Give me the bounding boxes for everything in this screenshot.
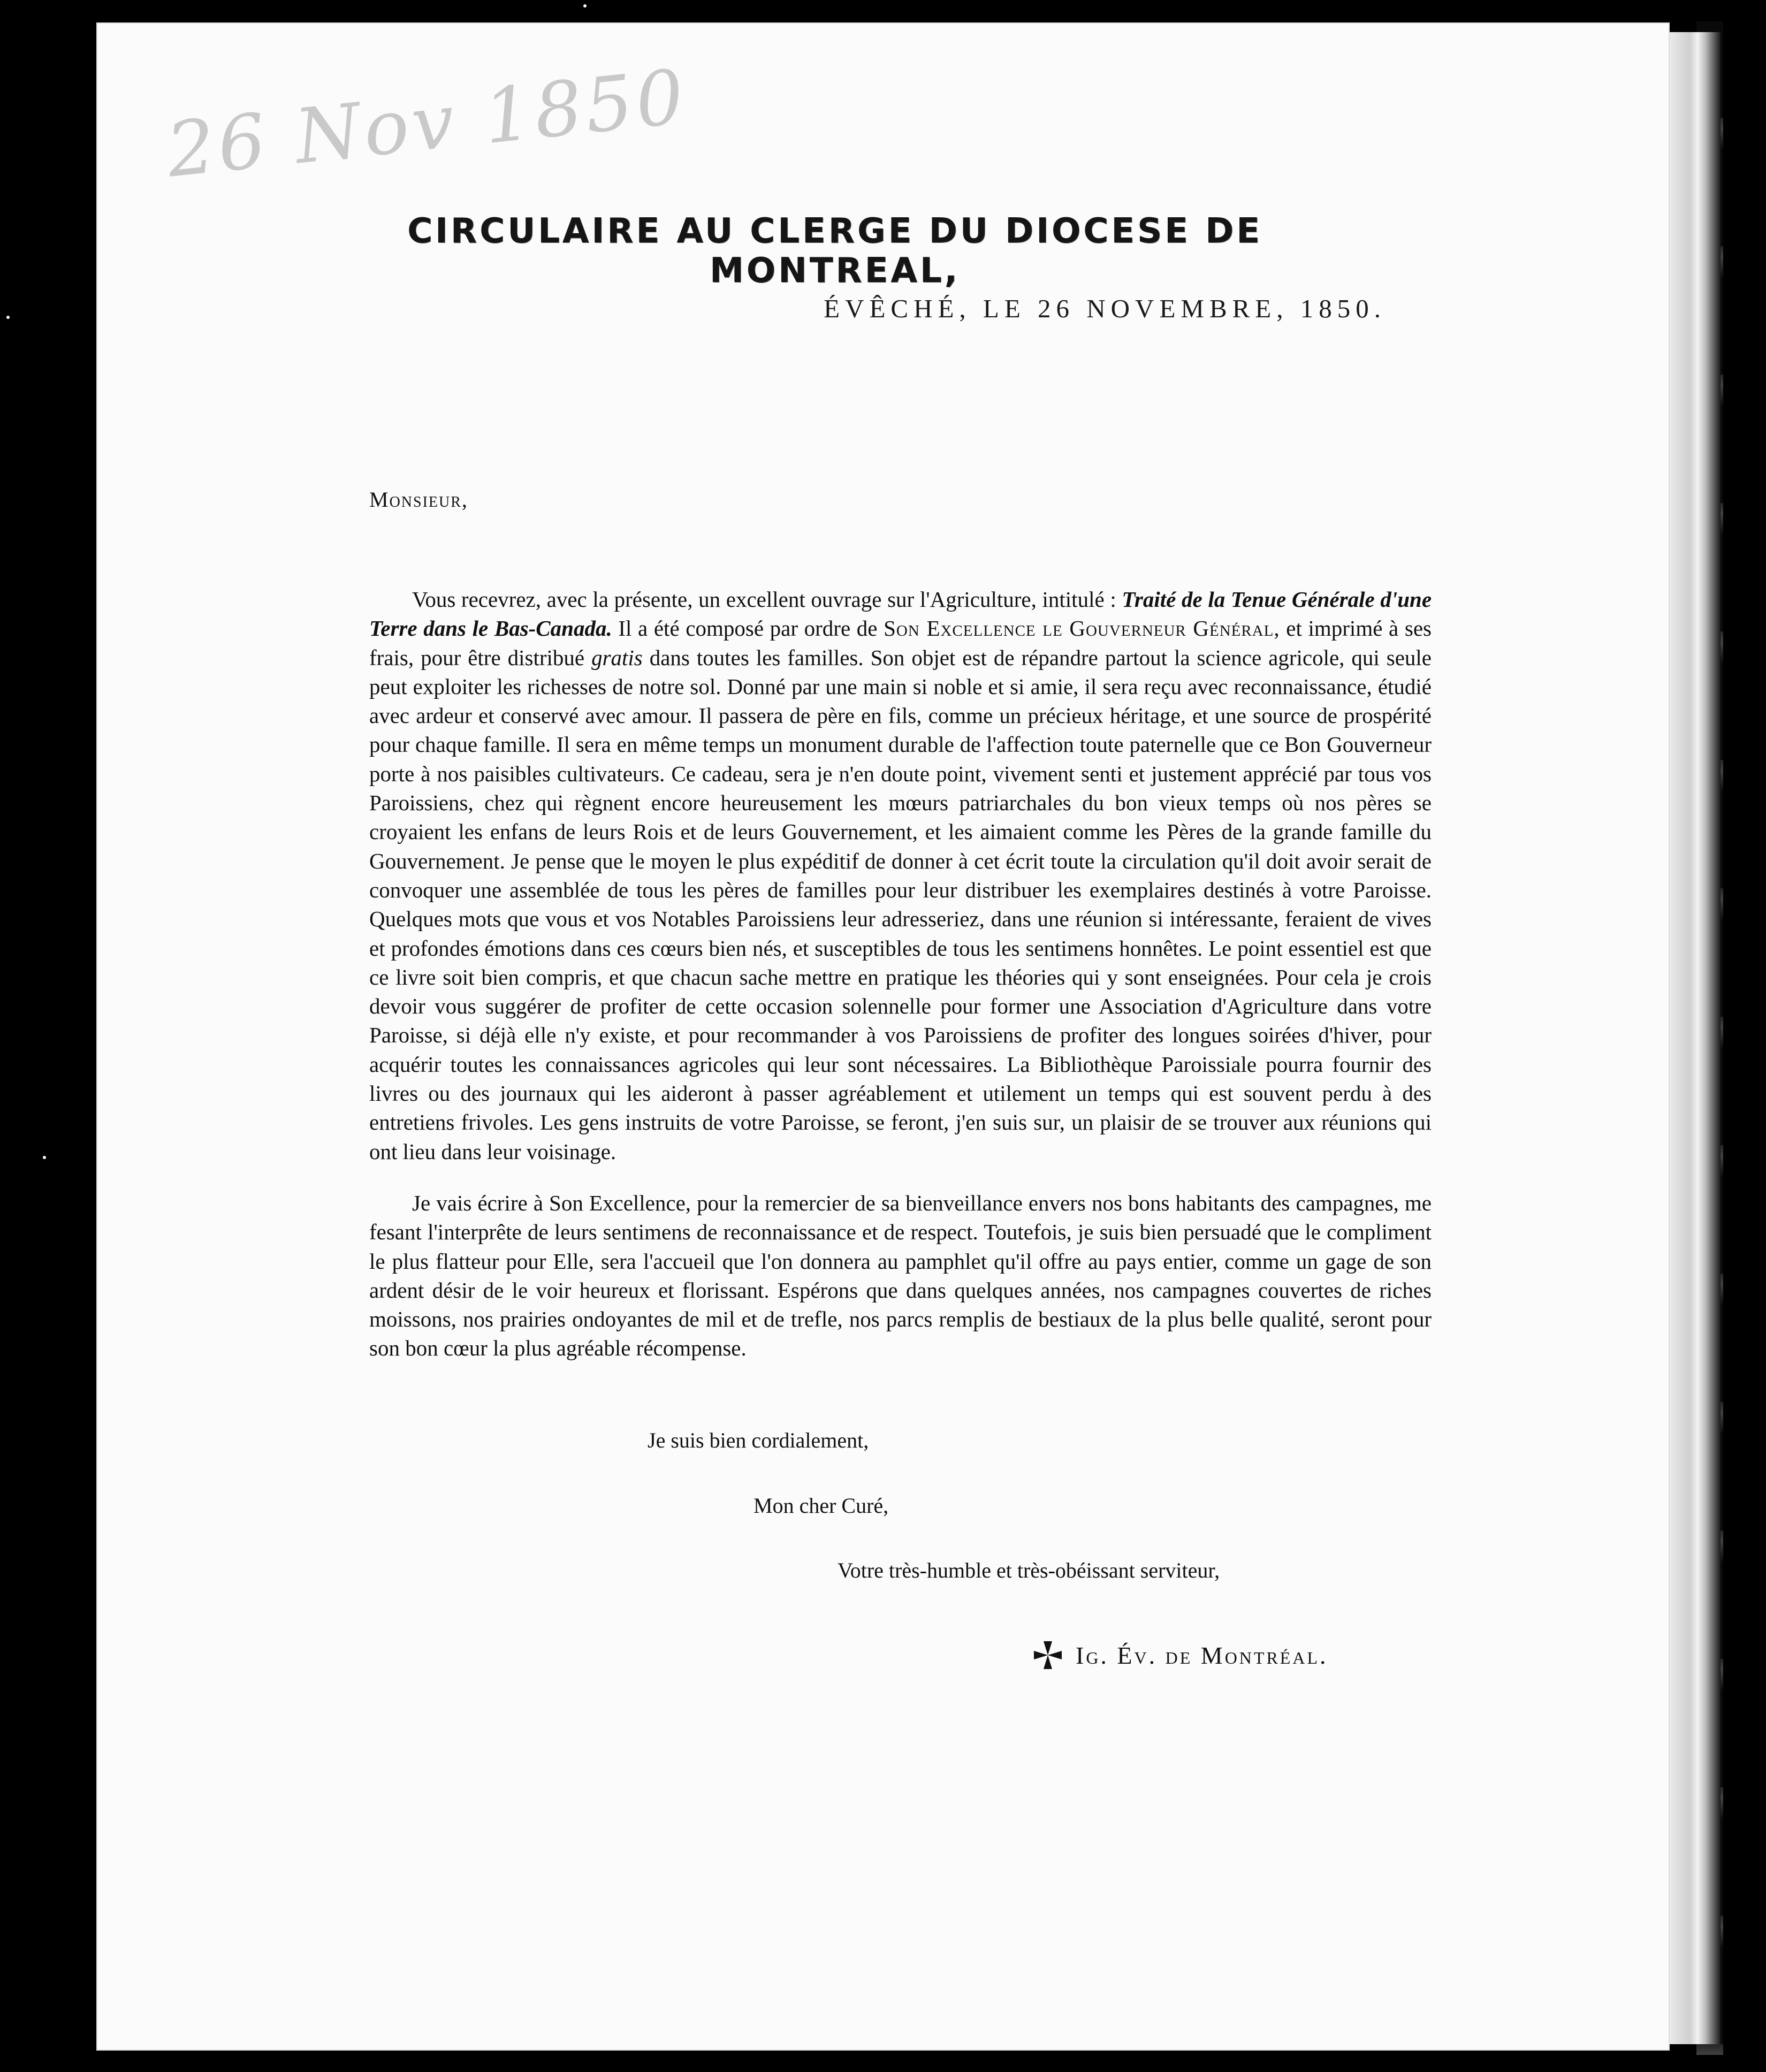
- book-title: Traité de la Tenue Générale d'une Terre dans le Bas-Canada.: [369, 587, 1432, 641]
- closing-line-2: Mon cher Curé,: [753, 1494, 889, 1518]
- dust-speck: [43, 1156, 46, 1159]
- paragraph-1-text: Il a été composé par ordre de: [612, 616, 884, 641]
- closing-line-1: Je suis bien cordialement,: [648, 1428, 869, 1452]
- page-edge-stack: [1670, 32, 1721, 2044]
- dust-speck: [6, 316, 10, 319]
- signature-block: [1033, 1640, 1328, 1670]
- paragraph-1-text: Vous recevrez, avec la présente, un excellent ouvrage sur l'Agriculture, intitulé :: [412, 587, 1122, 612]
- gratis-word: gratis: [591, 645, 643, 670]
- handwritten-date-note: 26 Nov 1850: [163, 53, 691, 195]
- episcopal-cross-icon: [1033, 1640, 1063, 1670]
- signature-text: Ig. Év. de Montréal.: [1076, 1641, 1328, 1669]
- dust-speck: [583, 4, 587, 7]
- paragraph-1: [369, 585, 1432, 1166]
- paragraph-1-text: dans toutes les familles. Son objet est de répandre partout la science agricole, qui seule peut exploiter les richesses de notre sol. Donné par une main si noble et si amie, il sera reçu avec reconnaissance, étudié avec ardeur et conservé avec amour. Il passera de père en fils, comme un précieux héritage, et une source de prospérité pour chaque famille. Il sera en même temps un monument durable de l'affection toute paternelle que ce Bon Gouverneur porte à nos paisibles cultivateurs. Ce cadeau, sera je n'en doute point, vivement senti et justement apprécié par tous vos Paroissiens, chez qui règnent encore heureusement les mœurs patriarchales du bon vieux temps où nos pères se croyaient les enfans de leurs Rois et de leurs Gouvernement, et les aimaient comme les Pères de la grande famille du Gouvernement. Je pense que le moyen le plus expéditif de donner à cet écrit toute la circulation qu'il doit avoir serait de convoquer une assemblée de tous les pères de familles pour leur distribuer les exemplaires destinés à votre Paroisse. Quelques mots que vous et vos Notables Paroissiens leur adresseriez, dans une réunion si intéressante, feraient de vives et profondes émotions dans ces cœurs bien nés, et susceptibles de tous les sentimens honnêtes. Le point essentiel est que ce livre soit bien compris, et que chacun sache mettre en pratique les théories qui y sont enseignées. Pour cela je crois devoir vous suggérer de profiter de cette occasion solennelle pour former une Association d'Agriculture dans votre Paroisse, si déjà elle n'y existe, et pour recommander à vos Paroissiens de profiter des longues soirées d'hiver, pour acquérir toutes les connaissances agricoles qui leur sont nécessaires. La Bibliothèque Paroissiale pourra fournir des livres ou des journaux qui les aideront à passer agréablement et utilement un temps qui est souvent perdu à des entretiens frivoles. Les gens instruits de votre Paroisse, se feront, j'en suis sur, un plaisir de se trouver aux réunions qui ont lieu dans leur voisinage.: [369, 645, 1432, 1164]
- dateline: ÉVÊCHÉ, LE 26 NOVEMBRE, 1850.: [824, 294, 1386, 323]
- closing-line-3: Votre très-humble et très-obéissant serviteur,: [838, 1558, 1220, 1582]
- paragraph-1-text: et imprimé à ses frais, pour être distribué: [369, 616, 1432, 670]
- paragraph-2: Je vais écrire à Son Excellence, pour la remercier de sa bienveillance envers nos bons habitants des campagnes, me fesant l'interprête de leurs sentimens de reconnaissance et de respect. Toutefois, je suis bien persuadé que le compliment le plus flatteur pour Elle, sera l'accueil que l'on donnera au pamphlet qu'il offre au pays entier, comme un gage de son ardent désir de le voir heureux et florissant. Espérons que dans quelques années, nos campagnes couvertes de riches moissons, nos prairies ondoyantes de mil et de trefle, nos parcs remplis de bestiaux de la plus belle qualité, seront pour son bon cœur la plus agréable récompense.: [369, 1190, 1432, 1361]
- letter-body: [369, 585, 1432, 1385]
- governor-title: Son Excellence le Gouverneur Général,: [884, 616, 1280, 641]
- salutation: Monsieur,: [369, 487, 468, 512]
- document-title: CIRCULAIRE AU CLERGE DU DIOCESE DE MONTREAL,: [407, 211, 1262, 291]
